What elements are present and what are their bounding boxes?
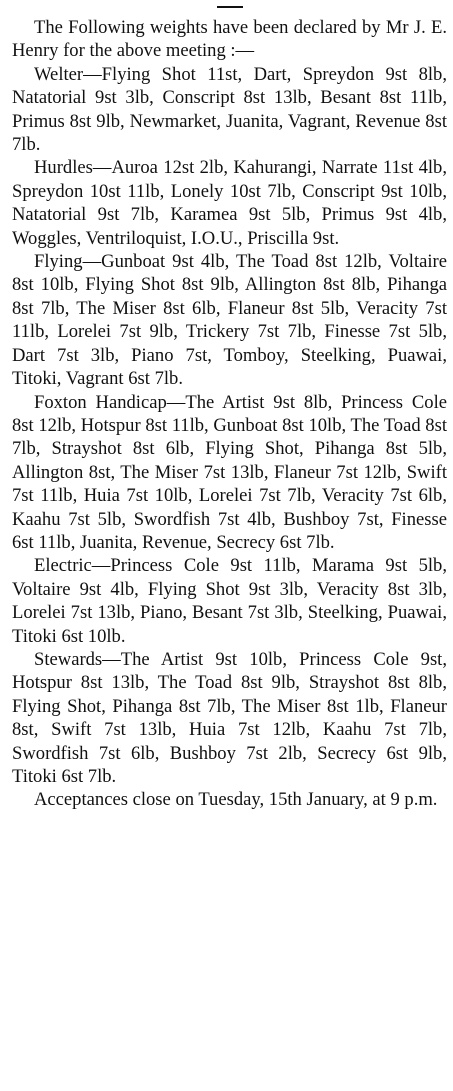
- section-divider-rule: [217, 6, 243, 8]
- acceptances-paragraph: Acceptances close on Tuesday, 15th January, at 9 p.m.: [34, 789, 438, 811]
- electric-paragraph: Electric—Princess Cole 9st 11lb, Marama 9st 5lb, Voltaire 9st 4lb, Flying Shot 9st 3lb, Veracity 8st 3lb, Lorelei 7st 13lb, Piano, Besant 7st 3lb, Steelking, Puawai, Titoki 6st 10lb.: [12, 555, 447, 647]
- stewards-paragraph: Stewards—The Artist 9st 10lb, Princess Cole 9st, Hotspur 8st 13lb, The Toad 8st 9lb, Strayshot 8st 8lb, Flying Shot, Pihanga 8st 7lb, The Miser 8st 1lb, Flaneur 8st, Swift 7st 13lb, Huia 7st 12lb, Kaahu 7st 7lb, Swordfish 7st 6lb, Bushboy 7st 2lb, Secrecy 6st 9lb, Titoki 6st 7lb.: [12, 648, 447, 787]
- intro-paragraph: The Following weights have been declared by Mr J. E. Henry for the above meeting :—: [12, 17, 447, 62]
- flying-paragraph: Flying—Gunboat 9st 4lb, The Toad 8st 12lb, Voltaire 8st 10lb, Flying Shot 8st 9lb, Allington 8st 8lb, Pihanga 8st 7lb, The Miser 8st 6lb, Flaneur 8st 5lb, Veracity 7st 11lb, Lorelei 7st 9lb, Trickery 7st 7lb, Finesse 7st 5lb, Dart 7st 3lb, Piano 7st, Tomboy, Steelking, Puawai, Titoki, Vagrant 6st 7lb.: [12, 251, 447, 390]
- welter-paragraph: Welter—Flying Shot 11st, Dart, Spreydon 9st 8lb, Natatorial 9st 3lb, Conscript 8st 13lb, Besant 8st 11lb, Primus 8st 9lb, Newmarket, Juanita, Vagrant, Revenue 8st 7lb.: [12, 63, 447, 156]
- hurdles-paragraph: Hurdles—Auroa 12st 2lb, Kahurangi, Narrate 11st 4lb, Spreydon 10st 11lb, Lonely 10st 7lb, Conscript 9st 10lb, Natatorial 9st 7lb, Karamea 9st 5lb, Primus 9st 4lb, Woggles, Ventriloquist, I.O.U., Priscilla 9st.: [12, 157, 447, 249]
- newspaper-column: [0, 6, 453, 1091]
- foxton-handicap-paragraph: Foxton Handicap—The Artist 9st 8lb, Princess Cole 8st 12lb, Hotspur 8st 11lb, Gunboat 8st 10lb, The Toad 8st 7lb, Strayshot 8st 6lb, Flying Shot, Pihanga 8st 5lb, Allington 8st, The Miser 7st 13lb, Flaneur 7st 12lb, Swift 7st 11lb, Huia 7st 10lb, Lorelei 7st 7lb, Veracity 7st 6lb, Kaahu 7st 5lb, Swordfish 7st 4lb, Bushboy 7st, Finesse 6st 11lb, Juanita, Revenue, Secrecy 6st 7lb.: [12, 391, 447, 553]
- race-weights-article: [12, 16, 447, 812]
